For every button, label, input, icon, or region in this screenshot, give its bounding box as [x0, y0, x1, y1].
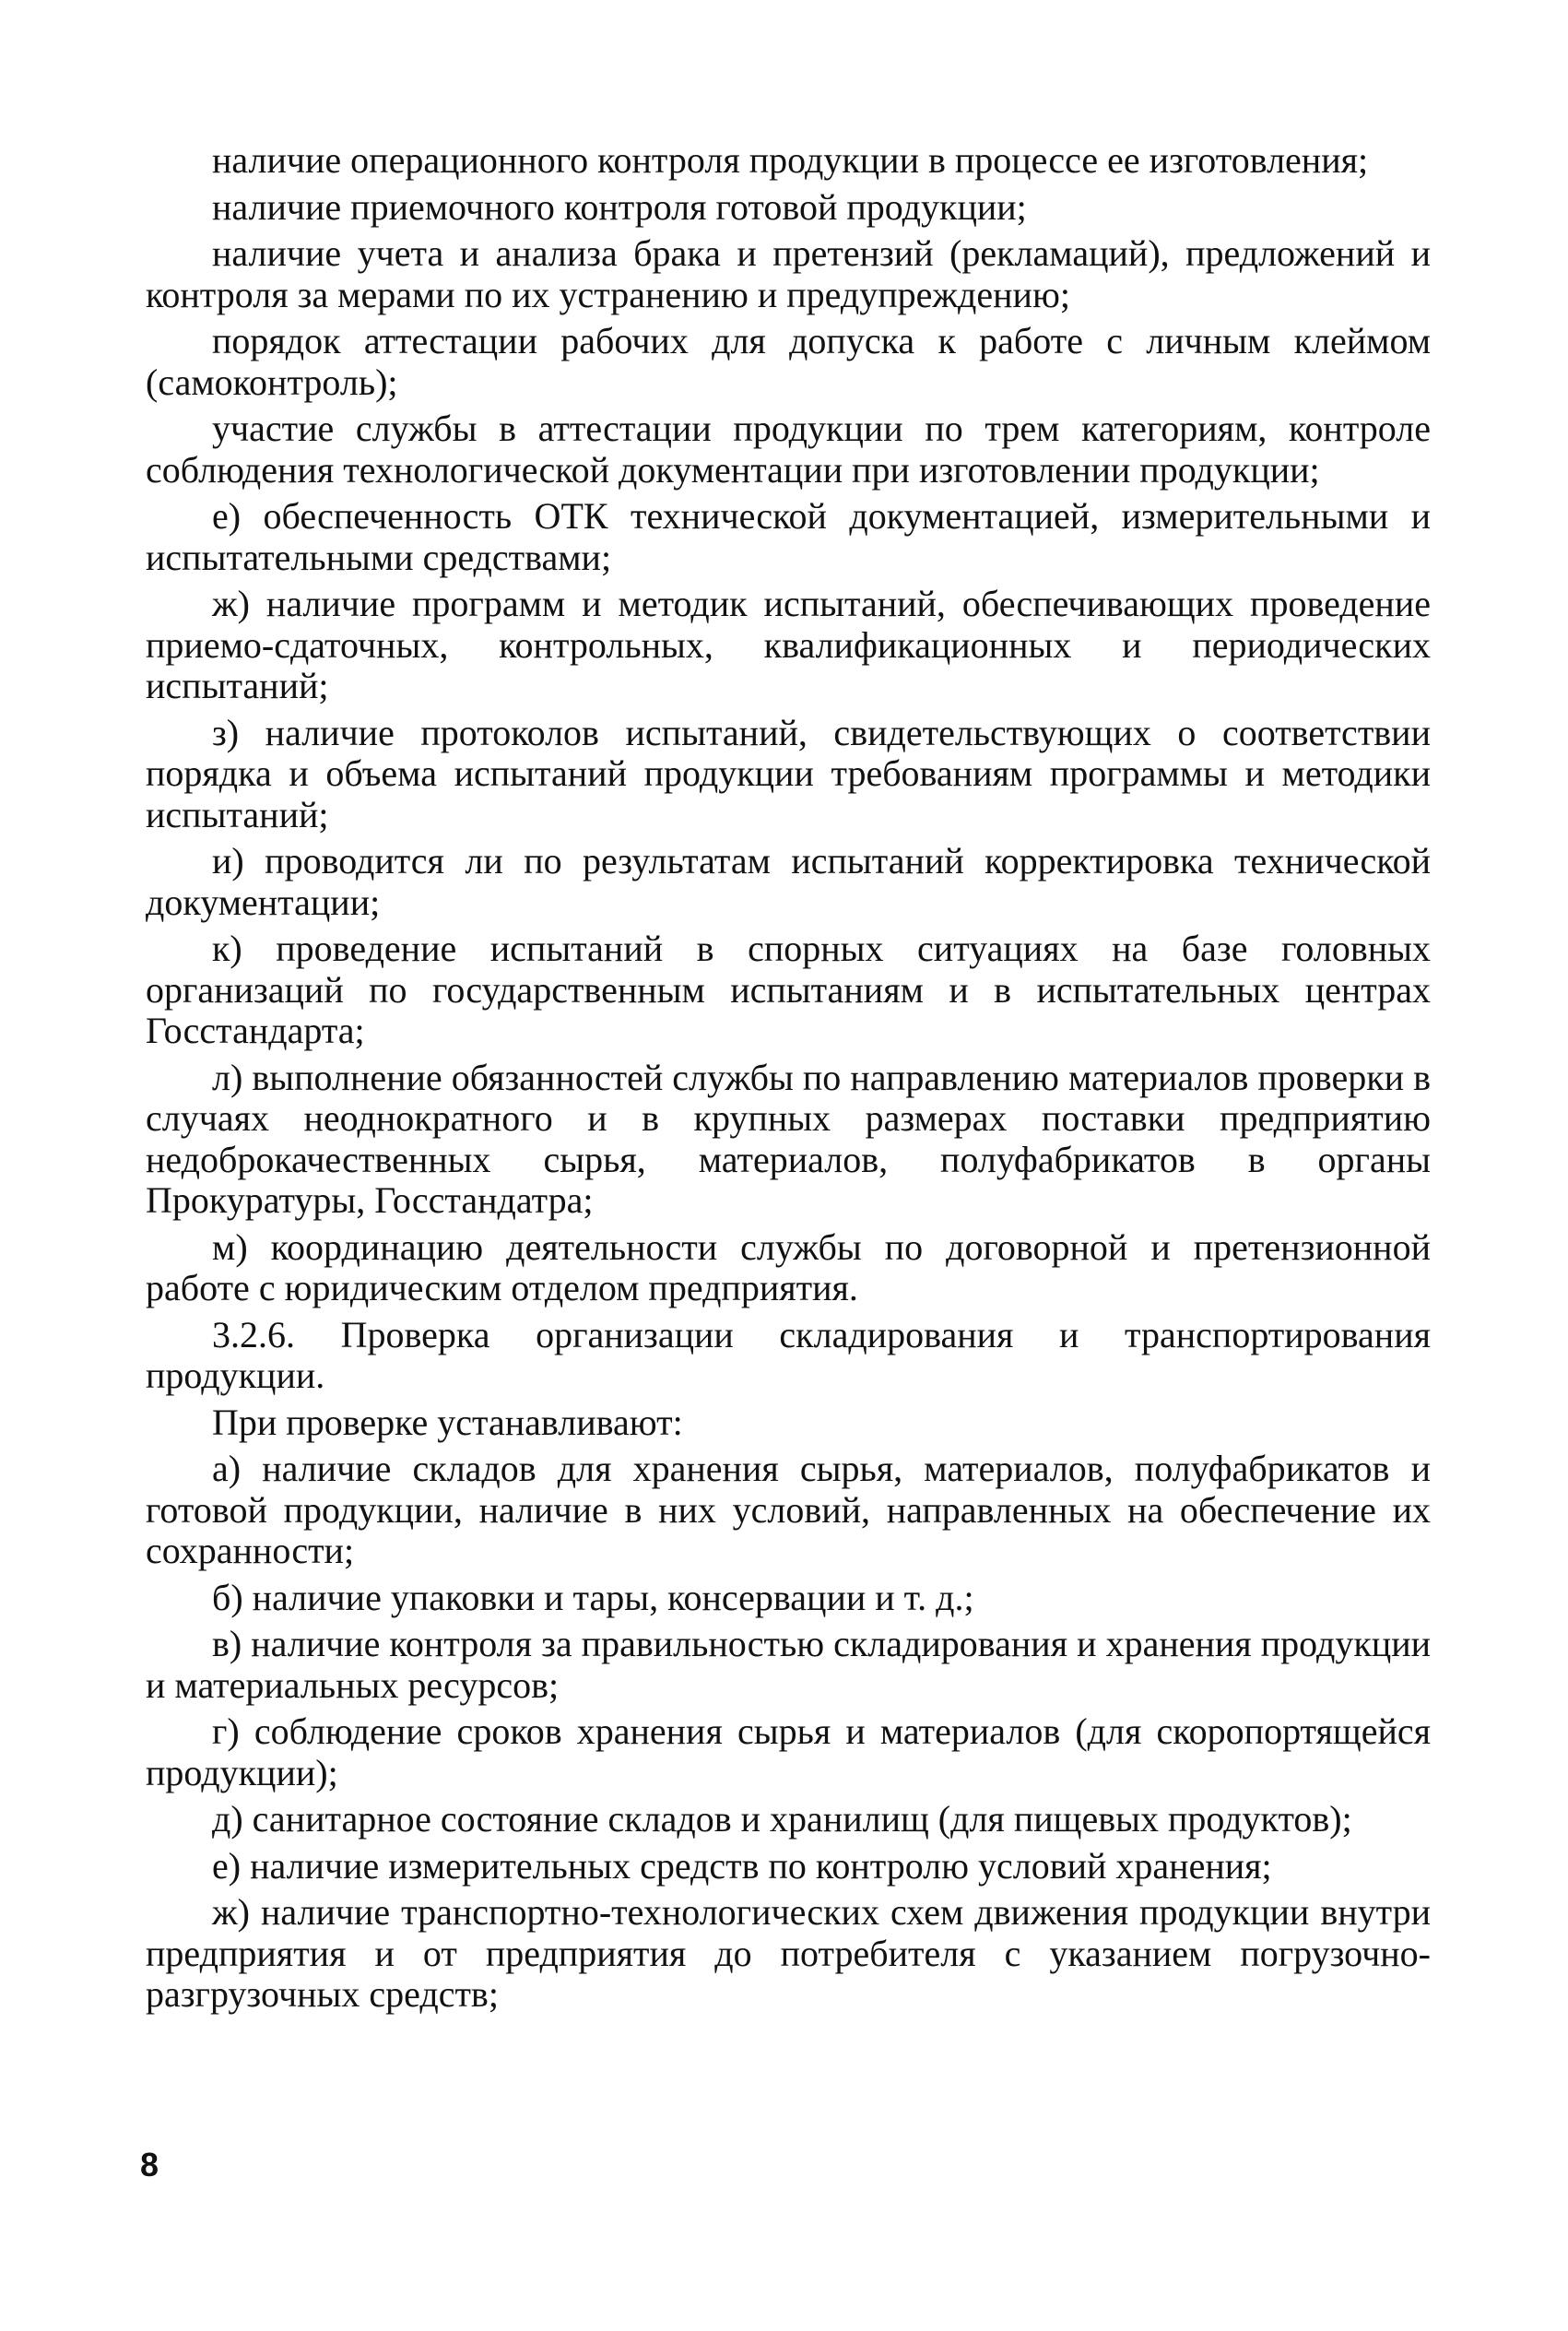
- paragraph-item-l-service-duties: л) выполнение обязанностей службы по направлению материалов проверки в случаях неоднократного и в крупных размерах поставки предприятию недоброкачественных сырья, материалов, полуфабрикатов в органы Прокуратуры, Госстандатра;: [146, 1056, 1431, 1221]
- paragraph-item-b-packaging: б) наличие упаковки и тары, консервации и т. д.;: [212, 1576, 974, 1618]
- section-heading-3-2-6: 3.2.6. Проверка организации складирования и транспортирования продукции.: [146, 1313, 1431, 1396]
- paragraph-item-g-storage-terms: г) соблюдение сроков хранения сырья и материалов (для скоропортящейся продукции);: [146, 1710, 1431, 1793]
- paragraph-item-v-storage-control: в) наличие контроля за правильностью складирования и хранения продукции и материальных ресурсов;: [146, 1623, 1431, 1706]
- paragraph-defect-accounting: наличие учета и анализа брака и претензий (рекламаций), предложений и контроля за мерами по их устранению и предупреждению;: [146, 232, 1431, 315]
- paragraph-item-e-documentation: е) обеспеченность ОТК технической документацией, измерительными и испытательными средствами;: [146, 495, 1431, 578]
- paragraph-item-m-coordination: м) координацию деятельности службы по договорной и претензионной работе с юридическим отделом предприятия.: [146, 1225, 1431, 1308]
- paragraph-item-zh-test-programs: ж) наличие программ и методик испытаний, обеспечивающих проведение приемо-сдаточных, контрольных, квалификационных и периодических испытаний;: [146, 583, 1431, 706]
- paragraph-worker-certification: порядок аттестации рабочих для допуска к работе с личным клеймом (самоконтроль);: [146, 320, 1431, 403]
- paragraph-item-z-test-protocols: з) наличие протоколов испытаний, свидетельствующих о соответствии порядка и объема испытаний продукции требованиям программы и методики испытаний;: [146, 711, 1431, 835]
- paragraph-operational-control: наличие операционного контроля продукции в процессе ее изготовления;: [212, 139, 1369, 181]
- text-body: [146, 140, 1431, 2021]
- paragraph-item-k-disputed-tests: к) проведение испытаний в спорных ситуациях на базе головных организаций по государственным испытаниям и в испытательных центрах Госстандарта;: [146, 928, 1431, 1051]
- paragraph-item-d-sanitary-state: д) санитарное состояние складов и хранилищ (для пищевых продуктов);: [212, 1798, 1352, 1840]
- paragraph-item-e-measuring-means: е) наличие измерительных средств по контролю условий хранения;: [212, 1844, 1272, 1887]
- paragraph-item-a-warehouses: а) наличие складов для хранения сырья, материалов, полуфабрикатов и готовой продукции, наличие в них условий, направленных на обеспечение их сохранности;: [146, 1448, 1431, 1571]
- paragraph-check-intro: При проверке устанавливают:: [212, 1401, 683, 1443]
- paragraph-item-i-doc-correction: и) проводится ли по результатам испытаний корректировка технической документации;: [146, 840, 1431, 923]
- paragraph-item-zh-transport-schemes: ж) наличие транспортно-технологических схем движения продукции внутри предприятия и от предприятия до потребителя с указанием погрузочно-разгрузочных средств;: [146, 1891, 1431, 2015]
- paragraph-product-certification: участие службы в аттестации продукции по трем категориям, контроле соблюдения технологической документации при изготовлении продукции;: [146, 408, 1431, 491]
- page-number: 8: [140, 2146, 159, 2183]
- paragraph-acceptance-control: наличие приемочного контроля готовой продукции;: [212, 185, 1027, 228]
